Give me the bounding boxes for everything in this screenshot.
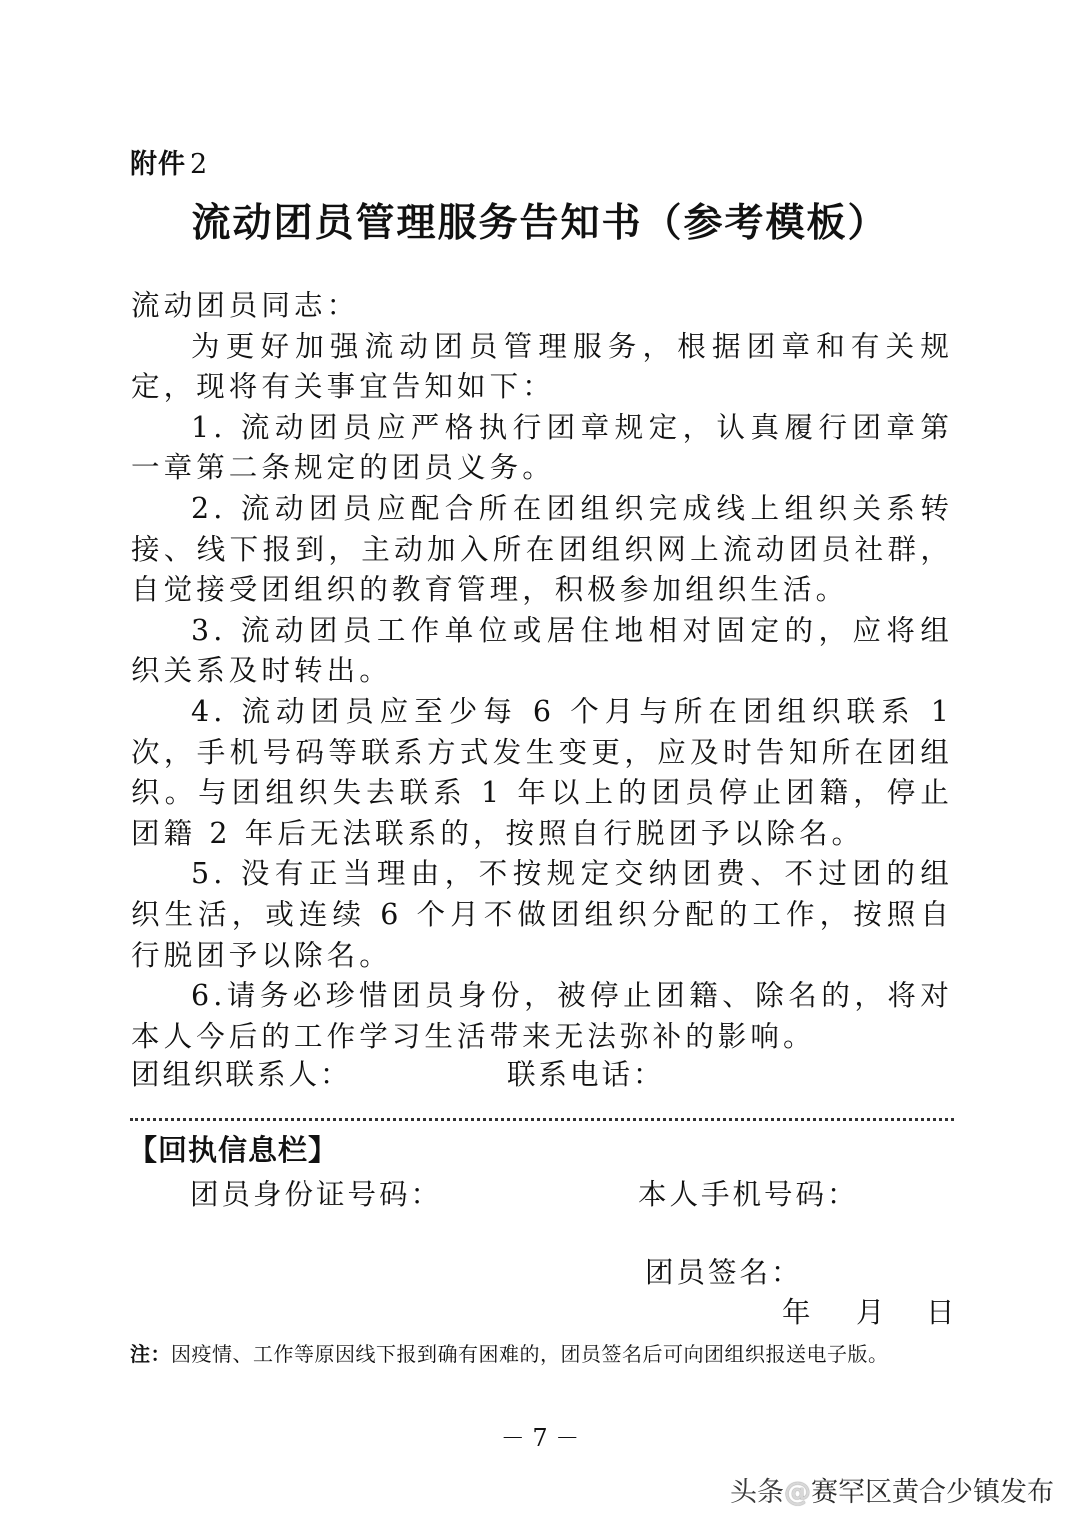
date-year-label: 年	[782, 1296, 814, 1329]
clause-2: 2. 流动团员应配合所在团组织完成线上组织关系转接、线下报到，主动加入所在团组织网上流动团员社群，自觉接受团组织的教育管理，积极参加组织生活。	[131, 491, 953, 607]
watermark-prefix: 头条	[730, 1477, 784, 1508]
date-day-label: 日	[926, 1296, 958, 1329]
footnote	[130, 1338, 889, 1367]
mobile-number-label: 本人手机号码：	[638, 1178, 859, 1211]
id-number-label: 团员身份证号码：	[190, 1178, 443, 1211]
contact-person-label: 团组织联系人：	[131, 1058, 352, 1091]
contact-phone-label: 联系电话：	[507, 1058, 665, 1091]
attachment-number: 2	[190, 149, 209, 180]
footnote-text: 因疫情、工作等原因线下报到确有困难的，团员签名后可向团组织报送电子版。	[171, 1342, 889, 1366]
clause-6: 6.请务必珍惜团员身份，被停止团籍、除名的，将对本人今后的工作学习生活带来无法弥补的影响。	[131, 979, 953, 1053]
at-icon: @	[784, 1477, 811, 1508]
page-number: － 7 －	[500, 1424, 580, 1452]
receipt-section-title: 【回执信息栏】	[128, 1133, 339, 1167]
salutation: 流动团员同志：	[131, 289, 360, 322]
date-month-label: 月	[856, 1296, 888, 1329]
attachment-label	[130, 142, 208, 181]
source-watermark	[730, 1470, 1054, 1509]
clause-4: 4. 流动团员应至少每 6 个月与所在团组织联系 1 次，手机号码等联系方式发生变更，应及时告知所在团组织。与团组织失去联系 1 年以上的团员停止团籍，停止团籍 2 年后无法联系的，按照自行脱团予以除名。	[131, 694, 953, 850]
document-body	[131, 286, 953, 1057]
clause-3: 3. 流动团员工作单位或居住地相对固定的，应将组织关系及时转出。	[131, 613, 953, 688]
footnote-label: 注：	[130, 1342, 171, 1366]
cut-line-divider	[130, 1118, 954, 1121]
intro-paragraph: 为更好加强流动团员管理服务，根据团章和有关规定，现将有关事宜告知如下：	[131, 329, 953, 404]
clause-1: 1. 流动团员应严格执行团章规定，认真履行团章第一章第二条规定的团员义务。	[131, 410, 953, 485]
clause-5: 5. 没有正当理由，不按规定交纳团费、不过团的组织生活，或连续 6 个月不做团组织分配的工作，按照自行脱团予以除名。	[131, 857, 953, 972]
signature-label: 团员签名：	[645, 1256, 803, 1289]
document-title: 流动团员管理服务告知书（参考模板）	[191, 201, 889, 246]
watermark-handle: 赛罕区黄合少镇发布	[811, 1477, 1054, 1508]
attachment-label-text: 附件	[130, 149, 186, 180]
